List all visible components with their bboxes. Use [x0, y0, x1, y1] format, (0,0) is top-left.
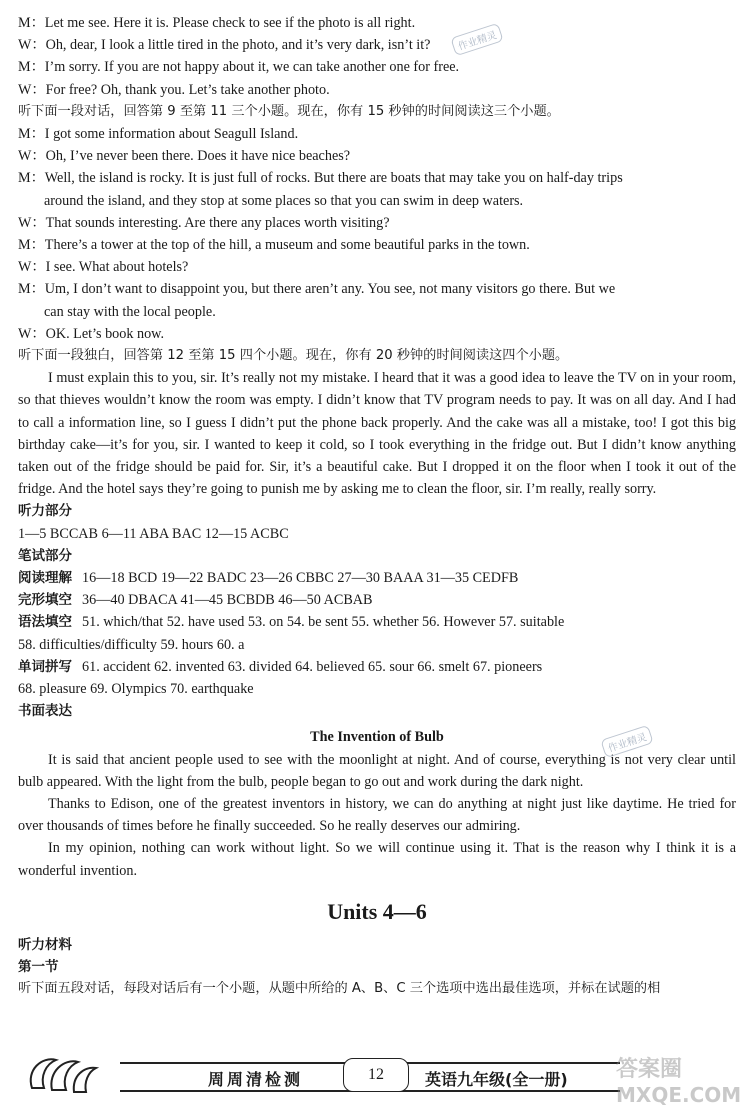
units-title: Units 4—6 [327, 898, 427, 924]
reading-answers: 16—18 BCD 19—22 BADC 23—26 CBBC 27—30 BAAA 31—35 CEDFB [82, 570, 519, 587]
watermark-stamp: 作业精灵 [450, 23, 503, 57]
page-content [18, 12, 736, 1000]
spelling-label: 单词拼写 [18, 658, 72, 675]
footer-subject: 英语九年级(全一册) [425, 1070, 568, 1089]
corner-watermark-logo-icon [612, 1050, 742, 1110]
svg-text:MXQE.COM: MXQE.COM [616, 1083, 742, 1107]
dialogue-1 [18, 12, 736, 101]
dialogue-line: W：Oh, I’ve never been there. Does it have nice beaches? [18, 148, 351, 165]
dialogue-line: M：I’m sorry. If you are not happy about it, we can take another one for free. [18, 59, 460, 76]
essay-paragraph: It is said that ancient people used to see with the moonlight at night. And of course, everything is not very clear until bulb appeared. With the light from the bulb, people began to go out and work during the dark night. [18, 751, 736, 790]
dialogue-line: W：That sounds interesting. Are there any places worth visiting? [18, 214, 390, 231]
section-instruction: 听下面五段对话，每段对话后有一个小题，从题中所给的 A、B、C 三个选项中选出最佳选项，并标在试题的相 [18, 981, 661, 997]
dialogue-line: M：I got some information about Seagull Island. [18, 126, 299, 143]
listening-part-heading: 听力部分 [18, 503, 72, 520]
dialogue-line-continued: can stay with the local people. [44, 303, 216, 320]
spelling-answers: 61. accident 62. invented 63. divided 64. believed 65. sour 66. smelt 67. pioneers [82, 658, 543, 675]
dialogue-line: W：OK. Let’s book now. [18, 325, 165, 342]
watermark-stamp: 作业精灵 [600, 725, 653, 759]
essay-title: The Invention of Bulb [310, 728, 444, 745]
dialogue-line: W：I see. What about hotels? [18, 259, 189, 276]
listening-answers: 1—5 BCCAB 6—11 ABA BAC 12—15 ACBC [18, 525, 289, 542]
monologue-paragraph: I must explain this to you, sir. It’s really not my mistake. I heard that it was a good idea to leave the TV on in your room, so that thieves wouldn’t know the room was empty. I didn’t know that TV program needs to pay. It was on all day. And I had to call a information line, so I guess I didn’t put the phone back properly. And the cake was all a mistake, too! I got this big birthday cake—it’s for you, sir. I wanted to keep it cold, so I took everything in the fridge out. But I didn’t know anything taken out of the fridge should be paid for. Sir, it’s a beautiful cake. But I dropped it on the floor when I took it out of the fridge. And the hotel says they’re going to punish me by asking me to clean the floor, sir. I’m really, really sorry. [18, 370, 736, 498]
reading-answers-row [18, 567, 736, 589]
instruction-12-15: 听下面一段独白，回答第 12 至第 15 四个小题。现在，你有 20 秒钟的时间阅读这四个小题。 [18, 348, 569, 364]
dialogue-2 [18, 123, 736, 345]
svg-text:答案圈: 答案圈 [616, 1057, 683, 1082]
listening-material-heading: 听力材料 [18, 936, 72, 953]
dialogue-line: M：Let me see. Here it is. Please check to see if the photo is all right. [18, 15, 416, 31]
dialogue-line: M：Um, I don’t want to disappoint you, but there aren’t any. You see, not many visitors go there. But we [18, 281, 616, 298]
dialogue-line: W：For free? Oh, thank you. Let’s take another photo. [18, 81, 330, 98]
essay-paragraph: In my opinion, nothing can work without light. So we will continue using it. That is the reason why I think it is a wonderful invention. [18, 840, 736, 879]
grammar-answers: 51. which/that 52. have used 53. on 54. be sent 55. whether 56. However 57. suitable [82, 614, 565, 631]
section-heading: 第一节 [18, 958, 59, 975]
dialogue-line: M：There’s a tower at the top of the hill, a museum and some beautiful parks in the town. [18, 237, 530, 254]
written-part-heading: 笔试部分 [18, 547, 72, 564]
dialogue-line-continued: around the island, and they stop at some places so that you can swim in deep waters. [44, 192, 524, 209]
instruction-9-11: 听下面一段对话，回答第 9 至第 11 三个小题。现在，你有 15 秒钟的时间阅读这三个小题。 [18, 103, 560, 119]
cloze-answers-row [18, 589, 736, 611]
page-number: 12 [343, 1058, 409, 1092]
essay-paragraph: Thanks to Edison, one of the greatest inventors in history, we can do anything at night just like daytime. He tried for over thousands of times before he finally succeeded. So he really deserves our admiring. [18, 795, 736, 835]
grammar-label: 语法填空 [18, 614, 72, 631]
footer-series: 周周清检测 [208, 1070, 304, 1089]
spelling-answers-cont: 68. pleasure 69. Olympics 70. earthquake [18, 681, 254, 698]
grammar-answers-cont: 58. difficulties/difficulty 59. hours 60. a [18, 636, 245, 653]
writing-heading: 书面表达 [18, 703, 72, 720]
cloze-answers: 36—40 DBACA 41—45 BCBDB 46—50 ACBAB [82, 592, 373, 609]
cloze-label: 完形填空 [18, 592, 72, 609]
grammar-answers-row [18, 611, 736, 633]
page-footer [120, 1058, 620, 1092]
reading-label: 阅读理解 [18, 570, 72, 587]
publisher-logo-icon [22, 1050, 102, 1098]
dialogue-line: W：Oh, dear, I look a little tired in the photo, and it’s very dark, isn’t it? [18, 37, 431, 54]
spelling-answers-row [18, 656, 736, 678]
dialogue-line: M：Well, the island is rocky. It is just full of rocks. But there are boats that may take you on half-day trips [18, 170, 623, 187]
